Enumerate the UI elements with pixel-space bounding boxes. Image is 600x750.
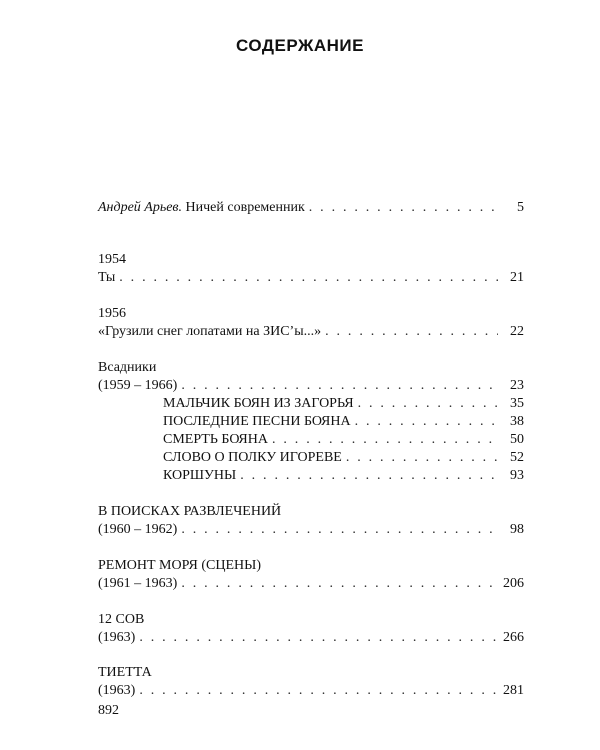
- toc-entry-poiski[interactable]: [98, 520, 524, 540]
- author-name: Андрей Арьев.: [98, 200, 183, 215]
- toc-subentry[interactable]: [163, 412, 524, 432]
- section-heading-1954: 1954: [98, 252, 126, 267]
- toc-entry-text: МАЛЬЧИК БОЯН ИЗ ЗАГОРЬЯ: [163, 396, 354, 411]
- leader-dots: [139, 628, 498, 648]
- toc-entry-vsadniki[interactable]: [98, 376, 524, 396]
- page-number: 5: [517, 200, 524, 215]
- toc-entry-text: Андрей Арьев. Ничей современник: [98, 200, 305, 215]
- toc-entry-text: (1959 – 1966): [98, 378, 178, 393]
- page-number: 22: [510, 324, 524, 339]
- page-number: 50: [510, 432, 524, 447]
- toc-entry-gruzili[interactable]: [98, 322, 524, 342]
- toc-subentry[interactable]: [163, 430, 524, 450]
- toc-entry-text: (1960 – 1962): [98, 522, 178, 537]
- toc-entry-text: СЛОВО О ПОЛКУ ИГОРЕВЕ: [163, 450, 342, 465]
- section-heading-poiski: В ПОИСКАХ РАЗВЛЕЧЕНИЙ: [98, 504, 282, 519]
- leader-dots: [139, 681, 498, 701]
- leader-dots: [272, 430, 498, 450]
- leader-dots: [355, 412, 498, 432]
- page-number: 52: [510, 450, 524, 465]
- toc-entry-intro[interactable]: [98, 198, 524, 218]
- leader-dots: [181, 376, 498, 396]
- page-number: 281: [503, 683, 524, 698]
- toc-subentry[interactable]: [163, 394, 524, 414]
- section-heading-vsadniki: Всадники: [98, 360, 157, 375]
- leader-dots: [346, 448, 498, 468]
- page-number: 93: [510, 468, 524, 483]
- leader-dots: [181, 520, 498, 540]
- page-number: 38: [510, 414, 524, 429]
- toc-entry-text: (1963): [98, 683, 136, 698]
- page-number: 98: [510, 522, 524, 537]
- toc-subentry[interactable]: [163, 466, 524, 486]
- folio-page-number: 892: [98, 703, 119, 718]
- page-title: СОДЕРЖАНИЕ: [236, 36, 364, 55]
- leader-dots: [181, 574, 498, 594]
- section-heading-1956: 1956: [98, 306, 126, 321]
- page-number: 266: [503, 630, 524, 645]
- toc-entry-text: «Грузили снег лопатами на ЗИС’ы...»: [98, 324, 322, 339]
- leader-dots: [119, 268, 498, 288]
- toc-entry-text: Ты: [98, 270, 116, 285]
- leader-dots: [358, 394, 498, 414]
- toc-entry-text: (1961 – 1963): [98, 576, 178, 591]
- section-heading-tietta: ТИЕТТА: [98, 665, 152, 680]
- leader-dots: [240, 466, 498, 486]
- toc-entry-tietta[interactable]: [98, 681, 524, 701]
- toc-entry-ty[interactable]: [98, 268, 524, 288]
- page-number: 23: [510, 378, 524, 393]
- toc-entry-sov[interactable]: [98, 628, 524, 648]
- toc-entry-text: КОРШУНЫ: [163, 468, 237, 483]
- section-heading-remont: РЕМОНТ МОРЯ (СЦЕНЫ): [98, 558, 262, 573]
- toc-entry-remont[interactable]: [98, 574, 524, 594]
- leader-dots: [325, 322, 498, 342]
- page-number: 21: [510, 270, 524, 285]
- page-number: 206: [503, 576, 524, 591]
- page-number: 35: [510, 396, 524, 411]
- toc-entry-text: СМЕРТЬ БОЯНА: [163, 432, 268, 447]
- toc-entry-text: (1963): [98, 630, 136, 645]
- section-heading-sov: 12 СОВ: [98, 612, 145, 627]
- toc-entry-text: ПОСЛЕДНИЕ ПЕСНИ БОЯНА: [163, 414, 351, 429]
- leader-dots: [309, 198, 498, 218]
- toc-subentry[interactable]: [163, 448, 524, 468]
